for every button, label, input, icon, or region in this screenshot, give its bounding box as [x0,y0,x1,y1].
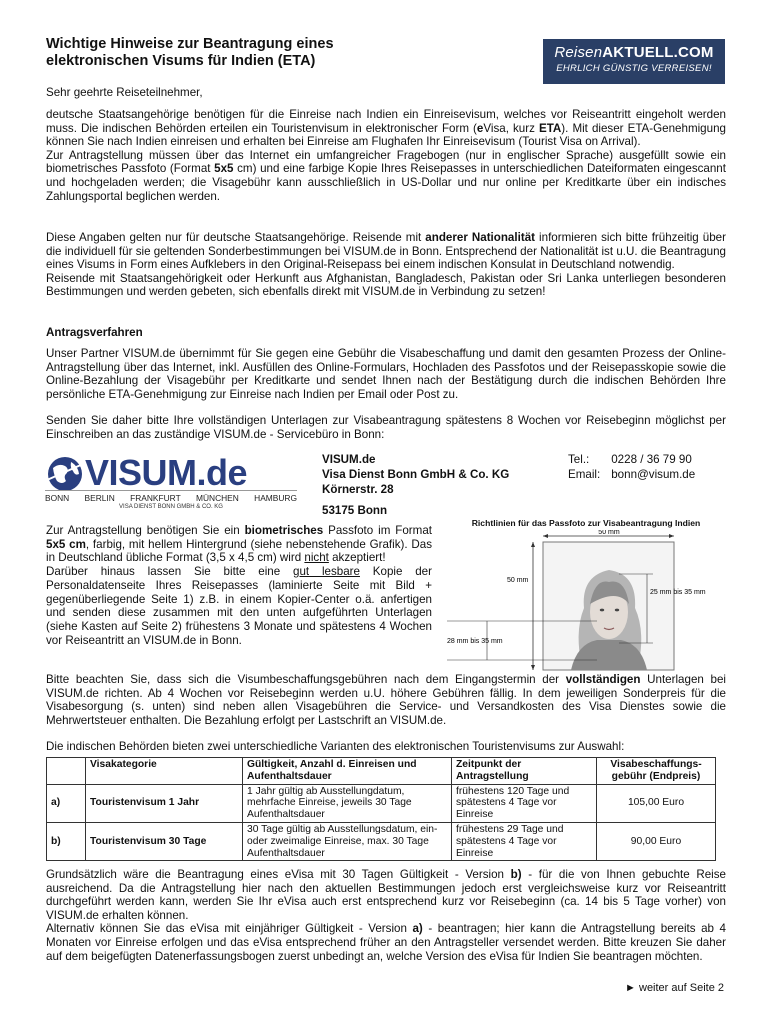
table-header-fee: Visabeschaffungs-gebühr (Endpreis) [597,758,716,785]
city-frankfurt: FRANKFURT [130,493,181,503]
closing-block [46,868,726,963]
dim-right-label: 25 mm bis 35 mm [650,589,706,596]
row-timing: frühestens 29 Tage und spätestens 4 Tage vor Einreise [452,822,597,860]
procedure-heading: Antragsverfahren [46,326,143,339]
table-header-row [47,758,716,785]
photo-caption: Richtlinien für das Passfoto zur Visabeantragung Indien [471,518,701,528]
nationality-block [46,231,726,299]
reisen-aktuell-logo [543,39,725,84]
photo-text-paragraph-2: Darüber hinaus lassen Sie bitte eine gut lesbare Kopie der Personaldatenseite Ihres Reisepasses (laminierte Seite mit Bild + gegenüberliegende Seite 1) z.B. in einem Kopier-Center o.ä. anfertigen und senden diese zusammen mit den unten aufgeführten Unterlagen (siehe Kasten auf Seite 2) frühestens 3 Monate und spätestens 4 Wochen vor Reiseantritt an VISUM.de in Bonn. [46,565,432,647]
tel-label: Tel.: [568,453,590,466]
closing-paragraph-2: Alternativ können Sie das eVisa mit einjähriger Gültigkeit - Version a) - beantragen; hier kann die Antragstellung bereits ab 4 Monaten vor Einreise erfolgen und das eVisa entsprechend früher an den Antragsteller versendet werden. Bitte kreuzen Sie daher auf dem beigefügten Datenerfassungsbogen zuerst unbedingt an, welche Version des eVisa für Indien Sie beantragen möchten. [46,922,726,963]
table-header-validity: Gültigkeit, Anzahl d. Einreisen und Aufenthaltsdauer [243,758,452,785]
row-fee: 105,00 Euro [597,784,716,822]
dim-top-label: 50 mm [598,530,620,536]
visum-wordmark: VISUM.de [85,452,248,493]
logo-brand-a: Reisen [554,44,603,61]
visa-variants-table [46,757,716,861]
intro-paragraph-3: Diese Angaben gelten nur für deutsche Staatsangehörige. Reisende mit anderer Nationalität informieren sich bitte frühzeitig über die individuell für sie geltenden Sonderbestimmungen bei VISUM.de in Bonn. Entsprechend der Nationalität ist u.U. die Beantragung eines Visums in Form eines Aufklebers in den Original-Reisepass bei einem indischen Konsulat in Deutschland notwendig. [46,231,726,272]
next-page-text: weiter auf Seite 2 [639,982,724,994]
address-line-3: Körnerstr. 28 [322,483,394,496]
dim-bottom-label: 28 mm bis 35 mm [447,638,503,645]
logo-tagline: EHRLICH GÜNSTIG VERREISEN! [556,63,712,74]
city-hamburg: HAMBURG [254,493,297,503]
city-muenchen: MÜNCHEN [196,493,239,503]
email-value: bonn@visum.de [611,468,696,481]
logo-brand-b: AKTUELL.COM [602,44,714,61]
address-line-2: Visa Dienst Bonn GmbH & Co. KG [322,468,510,481]
procedure-paragraph-2: Senden Sie daher bitte Ihre vollständigen Unterlagen zur Visabeantragung spätestens 8 Wochen vor Reisebeginn möglichst per Einschreiben an das zuständige VISUM.de - Servicebüro in Bonn: [46,414,726,441]
service-address [322,452,509,518]
closing-paragraph-1: Grundsätzlich wäre die Beantragung eines eVisa mit 30 Tagen Gültigkeit - Version b) - für die von Ihnen gebuchte Reise ausreichend. Da die Antragstellung hier nach den aktuellen Bestimmungen jedoch erst vergleichsweise kurz vor Reiseantritt durchgeführt werden kann, werden Sie Ihr eVisa auch erst entsprechend kurz vor Reisebeginn (ca. 14 bis 5 Tage vorher) von VISUM.de erhalten können. [46,868,726,922]
table-row [47,822,716,860]
intro-paragraph-4: Reisende mit Staatsangehörigkeit oder Herkunft aus Afghanistan, Bangladesch, Pakistan oder Sri Lanka unterliegen besonderen Bestimmungen und werden gebeten, sich ebenfalls direkt mit VISUM.de in Verbindung zu setzen! [46,271,726,299]
variants-intro: Die indischen Behörden bieten zwei unterschiedliche Varianten des elektronischen Touristenvisums zur Auswahl: [46,740,625,753]
dim-left-label: 50 mm [507,577,529,584]
row-id: a) [47,784,86,822]
passport-photo-guideline [447,518,725,668]
city-berlin: BERLIN [84,493,115,503]
passport-photo-diagram [447,530,725,674]
row-validity: 30 Tage gültig ab Ausstellungsdatum, ein- oder zweimalige Einreise, max. 30 Tage Aufenthaltsdauer [243,822,452,860]
photo-requirements-text [46,524,432,647]
title-line-2: elektronischen Visums für Indien (ETA) [46,53,316,69]
title-line-1: Wichtige Hinweise zur Beantragung eines [46,36,334,52]
row-id: b) [47,822,86,860]
service-contact [568,452,695,482]
arrow-right-icon: ► [625,982,636,994]
row-category: Touristenvisum 1 Jahr [86,784,243,822]
city-bonn: BONN [45,493,70,503]
email-label: Email: [568,468,601,481]
fees-paragraph: Bitte beachten Sie, dass sich die Visumbeschaffungsgebühren nach dem Eingangstermin der vollständigen Unterlagen bei VISUM.de richten. Ab 4 Wochen vor Reisebeginn werden u.U. höhere Gebühren fällig. In dem jeweiligen Sonderpreis für die Visabesorgung (s. unten) sind neben allen Visagebühren die Service- und Versandkosten des Visa Dienstes sowie die Mehrwertsteuer enthalten. Die Bezahlung erfolgt per Lastschrift an VISUM.de. [46,673,727,727]
page-title [46,36,466,70]
intro-paragraph-1: deutsche Staatsangehörige benötigen für die Einreise nach Indien ein Einreisevisum, welches vor Reiseantritt eingeholt werden muss. Die indischen Behörden erteilen ein Touristenvisum in elektronischer Form (eVisa, kurz ETA). Mit dieser ETA-Genehmigung können Sie nach Indien einreisen und erhalten bei Einreise am Flughafen Ihr Einreisevisum (Tourist Visa on Arrival). [46,108,726,149]
row-fee: 90,00 Euro [597,822,716,860]
table-header-timing: Zeitpunkt der Antragstellung [452,758,597,785]
intro-paragraph-2: Zur Antragstellung müssen über das Internet ein umfangreicher Fragebogen (nur in englischer Sprache) ausgefüllt sowie ein biometrisches Passfoto (Format 5x5 cm) und eine farbige Kopie Ihres Reisepasses in unterschiedlichen Dateiformaten eingescannt und hochgeladen werden; die Visagebühr kann ausschließlich in US-Dollar und nur online per Kreditkarte über ein indisches Zahlungsportal beglichen werden. [46,148,726,203]
photo-text-paragraph-1: Zur Antragstellung benötigen Sie ein biometrisches Passfoto im Format 5x5 cm, farbig, mit hellem Hintergrund (siehe nebenstehende Grafik). Das in Deutschland übliche Format (3,5 x 4,5 cm) wird nicht akzeptiert! [46,524,433,565]
procedure-paragraph-1: Unser Partner VISUM.de übernimmt für Sie gegen eine Gebühr die Visabeschaffung und damit den gesamten Prozess der Online-Antragstellung über das Internet, inkl. Ausfüllen des Online-Formulars, Hochladen des Passfotos und der Reisepasskopie sowie die Online-Bezahlung der Visagebühr per Kreditkarte und sendet Ihnen nach der Bestätigung durch die indischen Behörden Ihre persönliche ETA-Genehmigung zur Einreise nach Indien per Email oder Post zu. [46,347,726,401]
row-timing: frühestens 120 Tage und spätestens 4 Tage vor Einreise [452,784,597,822]
visum-cities [45,490,297,503]
row-validity: 1 Jahr gültig ab Ausstellungdatum, mehrfache Einreise, jeweils 30 Tage Aufenthaltsdauer [243,784,452,822]
table-header-id [47,758,86,785]
address-line-4: 53175 Bonn [322,504,388,517]
table-header-category: Visakategorie [86,758,243,785]
table-row [47,784,716,822]
visum-subline: VISA DIENST BONN GMBH & CO. KG [119,504,223,510]
visum-logo [45,452,297,514]
intro-block [46,108,726,203]
tel-value: 0228 / 36 79 90 [611,453,692,466]
next-page-note [625,982,724,994]
salutation: Sehr geehrte Reiseteilnehmer, [46,86,203,99]
address-line-1: VISUM.de [322,453,376,466]
row-category: Touristenvisum 30 Tage [86,822,243,860]
globe-icon [45,454,85,494]
